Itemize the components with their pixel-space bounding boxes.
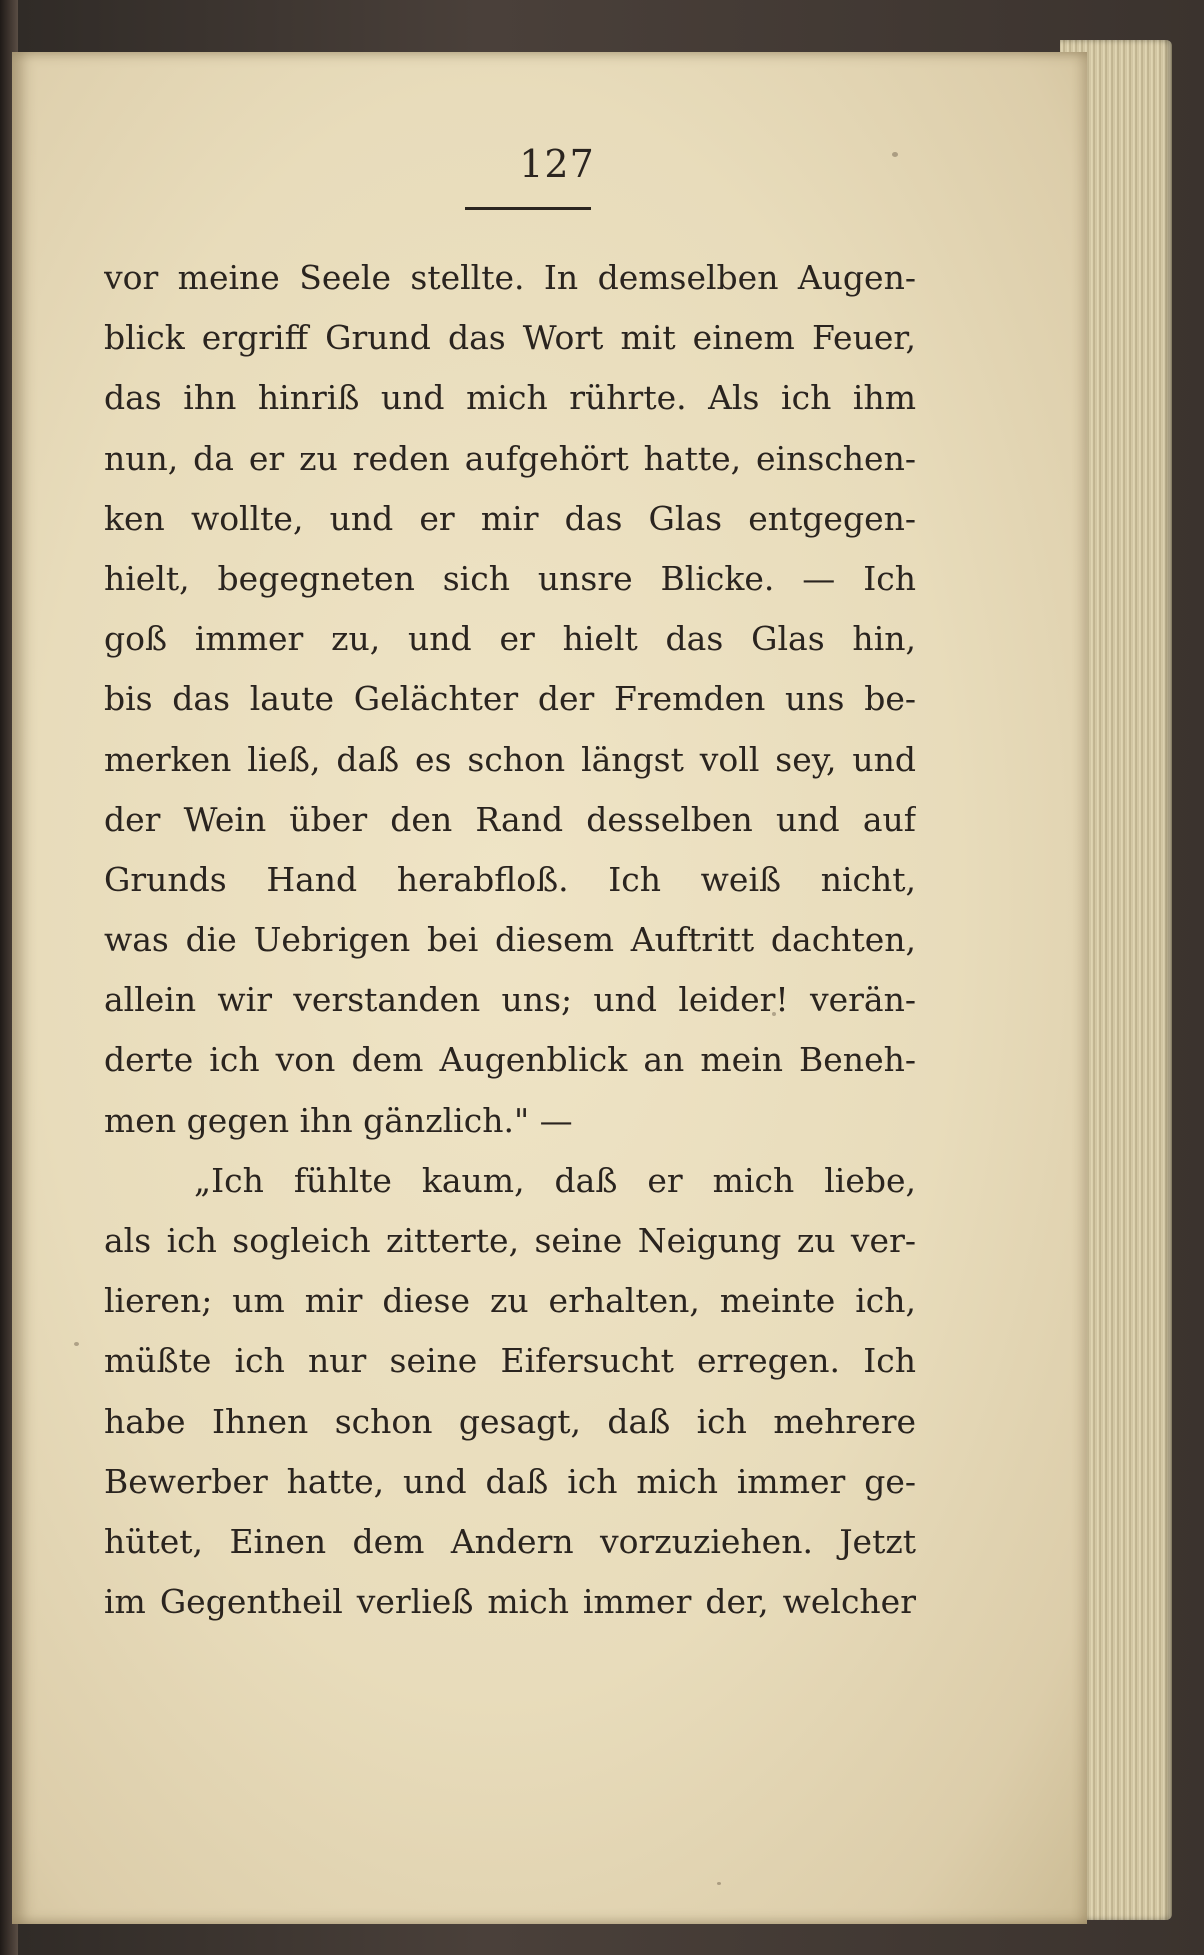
text-line: das ihn hinriß und mich rührte. Als ich ihm bbox=[104, 378, 916, 418]
book-page bbox=[12, 52, 1087, 1924]
text-line: Bewerber hatte, und daß ich mich immer ge- bbox=[104, 1461, 916, 1501]
text-line: vor meine Seele stellte. In demselben Augen- bbox=[104, 258, 916, 297]
text-line: „Ich fühlte kaum, daß er mich liebe, bbox=[194, 1160, 916, 1200]
page-number-rule bbox=[465, 207, 591, 210]
text-line: als ich sogleich zitterte, seine Neigung zu ver- bbox=[104, 1221, 916, 1260]
text-line: lieren; um mir diese zu erhalten, meinte ich, bbox=[104, 1281, 916, 1321]
paper-speck bbox=[892, 152, 898, 157]
text-line: nun, da er zu reden aufgehört hatte, einschen- bbox=[104, 438, 916, 478]
text-line: men gegen ihn gänzlich." — bbox=[104, 1100, 573, 1140]
text-line: hütet, Einen dem Andern vorzuziehen. Jetzt bbox=[104, 1521, 916, 1561]
text-line: goß immer zu, und er hielt das Glas hin, bbox=[104, 619, 916, 659]
text-line: bis das laute Gelächter der Fremden uns be- bbox=[104, 679, 916, 719]
text-line: Grunds Hand herabfloß. Ich weiß nicht, bbox=[104, 859, 916, 899]
text-line: im Gegentheil verließ mich immer der, welcher bbox=[104, 1582, 916, 1622]
paper-speck bbox=[772, 1012, 776, 1016]
page-number: 127 bbox=[519, 142, 595, 186]
text-line: hielt, begegneten sich unsre Blicke. — Ich bbox=[104, 558, 916, 598]
text-line: blick ergriff Grund das Wort mit einem Feuer, bbox=[104, 318, 916, 358]
text-line: allein wir verstanden uns; und leider! verän- bbox=[104, 980, 916, 1020]
text-line: müßte ich nur seine Eifersucht erregen. Ich bbox=[104, 1341, 916, 1381]
text-line: der Wein über den Rand desselben und auf bbox=[104, 799, 916, 839]
paper-speck bbox=[717, 1882, 721, 1885]
body-text bbox=[104, 248, 916, 1632]
text-line: habe Ihnen schon gesagt, daß ich mehrere bbox=[104, 1401, 916, 1441]
text-line: was die Uebrigen bei diesem Auftritt dachten, bbox=[104, 920, 916, 960]
text-line: derte ich von dem Augenblick an mein Beneh- bbox=[104, 1040, 916, 1080]
paper-speck bbox=[74, 1342, 79, 1346]
text-line: ken wollte, und er mir das Glas entgegen- bbox=[104, 498, 916, 538]
text-line: merken ließ, daß es schon längst voll sey, und bbox=[104, 739, 916, 779]
